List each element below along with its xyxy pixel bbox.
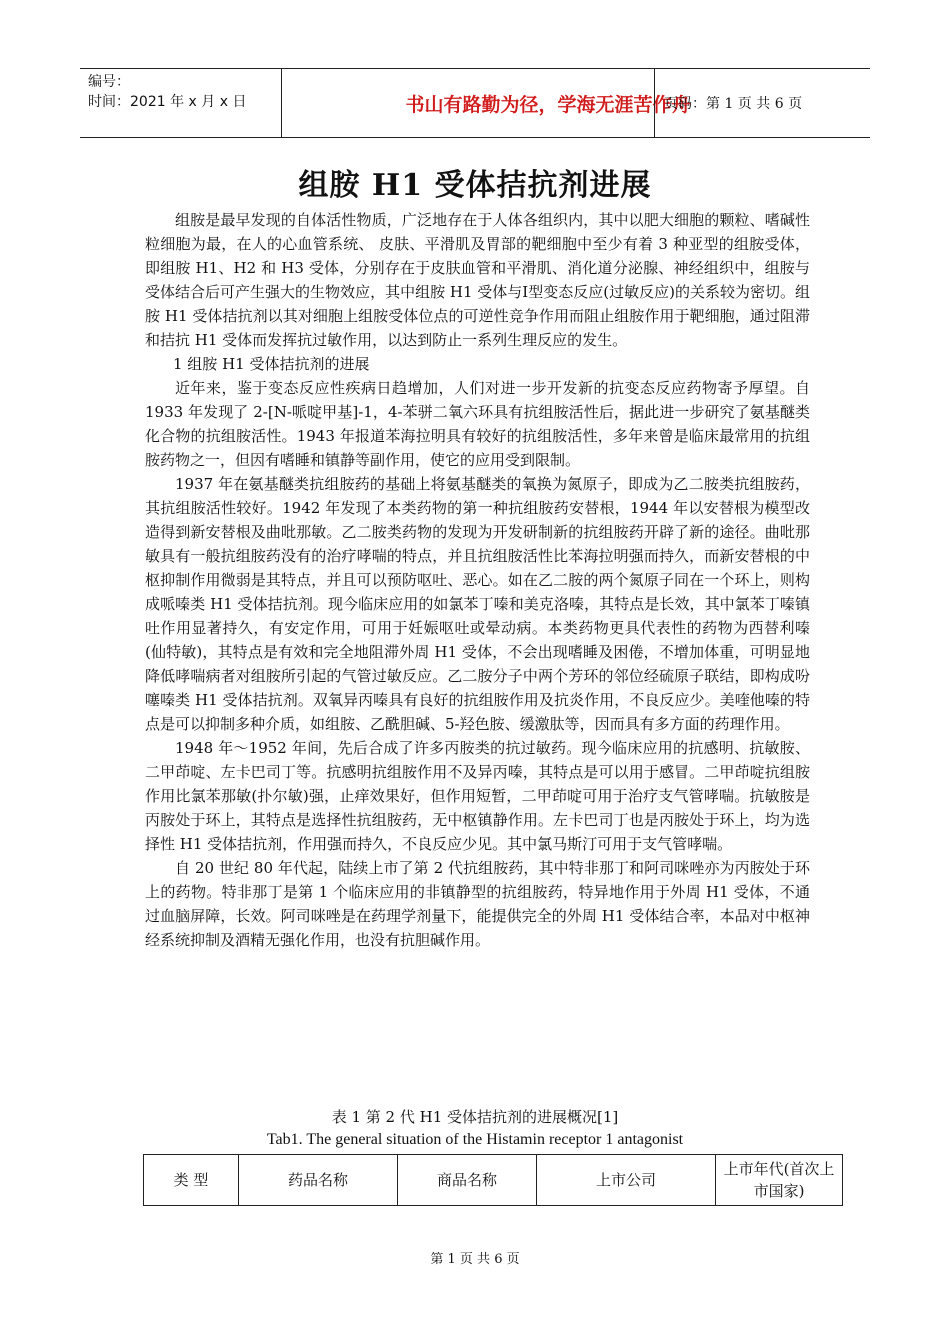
document-title: 组胺 H1 受体拮抗剂进展 (298, 168, 652, 203)
paragraph: 1948 年～1952 年间，先后合成了许多丙胺类的抗过敏药。现今临床应用的抗感明、抗敏胺、二甲茚啶、左卡巴司丁等。抗感明抗组胺作用不及异丙嗪，其特点是可以用于感冒。二甲茚啶抗组胺作用比氯苯那敏(扑尔敏)强，止痒效果好，但作用短暂，二甲茚啶可用于治疗支气管哮喘。抗敏胺是丙胺处于环上，其特点是选择性抗组胺药，无中枢镇静作用。左卡巴司丁也是丙胺处于环上，均为选择性 H1 受体拮抗剂，作用强而持久，不良反应少见。其中氯马斯汀可用于支气管哮喘。 (145, 739, 810, 853)
header-page-info: 页码：第 1 页 共 6 页 (664, 96, 803, 112)
page-header (80, 68, 870, 138)
table-header-cell: 上市年代(首次上市国家) (716, 1155, 843, 1206)
header-meta (88, 72, 288, 112)
table-header-cell: 上市公司 (537, 1155, 716, 1206)
drug-table (143, 1154, 843, 1206)
table-header-cell: 药品名称 (239, 1155, 398, 1206)
document-time-label: 时间：2021 年 x 月 x 日 (88, 94, 247, 110)
paragraph: 1937 年在氨基醚类抗组胺药的基础上将氨基醚类的氧换为氮原子，即成为乙二胺类抗组胺药，其抗组胺活性较好。1942 年发现了本类药物的第一种抗组胺药安替根，1944 年以安替根为模型改造得到新安替根及曲吡那敏。乙二胺类药物的发现为开发研制新的抗组胺药开辟了新的途径。曲吡那敏具有一般抗组胺药没有的治疗哮喘的特点，并且抗组胺活性比苯海拉明强而持久，而新安替根的中枢抑制作用微弱是其特点，并且可以预防呕吐、恶心。如在乙二胺的两个氮原子同在一个环上，则构成哌嗪类 H1 受体拮抗剂。现今临床应用的如氯苯丁嗪和美克洛嗪，其特点是长效，其中氯苯丁嗪镇吐作用显著持久，有安定作用，可用于妊娠呕吐或晕动病。本类药物更具代表性的药物为西替利嗪(仙特敏)，其特点是有效和完全地阻滞外周 H1 受体，不会出现嗜睡及困倦，不增加体重，可明显地降低哮喘病者对组胺所引起的气管过敏反应。乙二胺分子中两个芳环的邻位经硫原子联结，即构成吩噻嗪类 H1 受体拮抗剂。双氧异丙嗪具有良好的抗组胺作用及抗炎作用，不良反应少。美喹他嗪的特点是可以抑制多种介质，如组胺、乙酰胆碱、5-羟色胺、缓激肽等，因而具有多方面的药理作用。 (145, 475, 810, 733)
document-body (145, 208, 810, 952)
section-heading: 1 组胺 H1 受体拮抗剂的进展 (173, 355, 370, 373)
table-caption-en: Tab1. The general situation of the Histamin receptor 1 antagonist (266, 1131, 684, 1148)
header-divider (654, 69, 655, 137)
table-header-cell: 类 型 (144, 1155, 239, 1206)
table-caption-cn: 表 1 第 2 代 H1 受体拮抗剂的进展概况[1] (331, 1108, 619, 1126)
page-footer: 第 1 页 共 6 页 (430, 1252, 520, 1267)
paragraph: 自 20 世纪 80 年代起，陆续上市了第 2 代抗组胺药，其中特非那丁和阿司咪唑亦为丙胺处于环上的药物。特非那丁是第 1 个临床应用的非镇静型的抗组胺药，特异地作用于外周 H1 受体，不通过血脑屏障，长效。阿司咪唑是在药理学剂量下，能提供完全的外周 H1 受体结合率，本品对中枢神经系统抑制及酒精无强化作用，也没有抗胆碱作用。 (145, 859, 810, 949)
document-number-label: 编号： (88, 74, 130, 90)
table-header-cell: 商品名称 (398, 1155, 537, 1206)
paragraph: 组胺是最早发现的自体活性物质，广泛地存在于人体各组织内，其中以肥大细胞的颗粒、嗜碱性粒细胞为最，在人的心血管系统、 皮肤、平滑肌及胃部的靶细胞中至少有着 3 种亚型的组胺受体，即组胺 H1、H2 和 H3 受体，分别存在于皮肤血管和平滑肌、消化道分泌腺、神经组织中，组胺与受体结合后可产生强大的生物效应，其中组胺 H1 受体与Ⅰ型变态反应(过敏反应)的关系较为密切。组胺 H1 受体拮抗剂以其对细胞上组胺受体位点的可逆性竞争作用而阻止组胺作用于靶细胞，通过阻滞和拮抗 H1 受体而发挥抗过敏作用，以达到防止一系列生理反应的发生。 (145, 211, 810, 349)
table-header-row (144, 1155, 843, 1206)
header-motto: 书山有路勤为径，学海无涯苦作舟 (405, 93, 691, 116)
header-divider (281, 69, 282, 137)
paragraph: 近年来，鉴于变态反应性疾病日趋增加，人们对进一步开发新的抗变态反应药物寄予厚望。自 1933 年发现了 2-[N-哌啶甲基]-1，4-苯骈二氧六环具有抗组胺活性后，据此进一步研究了氨基醚类化合物的抗组胺活性。1943 年报道苯海拉明具有较好的抗组胺活性，多年来曾是临床最常用的抗组胺药物之一，但因有嗜睡和镇静等副作用，使它的应用受到限制。 (145, 379, 810, 469)
